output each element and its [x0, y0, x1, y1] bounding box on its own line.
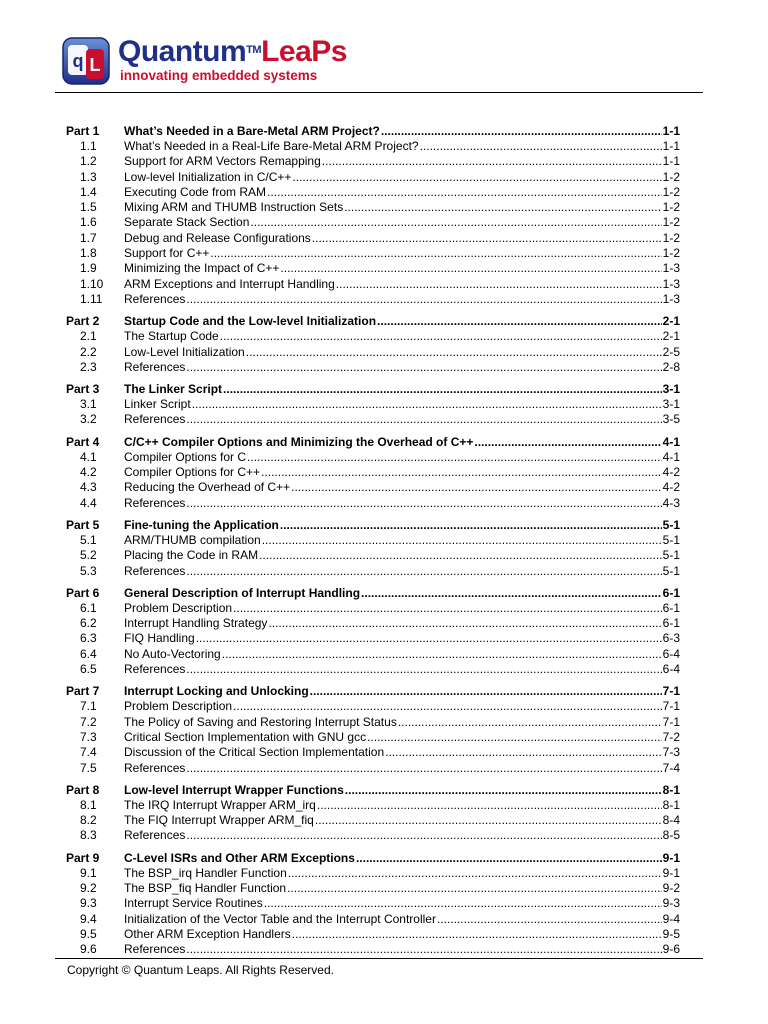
toc-leader-dots	[233, 699, 662, 714]
toc-entry-number: 2.1	[80, 329, 97, 344]
toc-entry-number: 8.3	[80, 828, 97, 843]
toc-entry-number: 1.7	[80, 230, 97, 245]
toc-entry-number: 1.9	[80, 261, 97, 276]
toc-entry-number: 1.10	[80, 276, 104, 291]
toc-part-title: Fine-tuning the Application	[124, 517, 279, 532]
brand-name	[118, 34, 347, 70]
toc-entry-row[interactable]	[66, 601, 680, 616]
toc-entry-title: Mixing ARM and THUMB Instruction Sets	[124, 200, 344, 215]
toc-entry-title: Interrupt Service Routines	[124, 896, 263, 911]
toc-part-number: Part 9	[66, 850, 100, 865]
toc-leader-dots	[246, 345, 662, 360]
toc-part-page: 1-1	[662, 124, 680, 138]
toc-entry-row[interactable]	[66, 533, 680, 548]
toc-entry-page: 9-3	[662, 896, 680, 911]
toc-entry-page: 6-4	[662, 662, 680, 677]
toc-entry-title: Critical Section Implementation with GNU gcc	[124, 729, 367, 744]
toc-entry-number: 7.1	[80, 699, 97, 714]
toc-part-number: Part 8	[66, 782, 100, 797]
toc-entry-page: 2-8	[662, 359, 680, 374]
toc-part-row[interactable]	[66, 850, 680, 866]
toc-leader-dots	[268, 616, 661, 631]
toc-entry-row[interactable]	[66, 647, 680, 662]
toc-entry-title: Other ARM Exception Handlers	[124, 926, 291, 941]
toc-entry-page: 1-2	[662, 230, 680, 245]
toc-entry-row[interactable]	[66, 480, 680, 495]
toc-entry-title: ARM Exceptions and Interrupt Handling	[124, 276, 335, 291]
toc-entry-number: 1.8	[80, 246, 97, 261]
toc-entry-page: 2-5	[662, 344, 680, 359]
toc-leader-dots	[287, 881, 662, 896]
toc-part-page: 8-1	[662, 782, 680, 797]
toc-entry-number: 5.2	[80, 548, 97, 563]
toc-entry-row[interactable]	[66, 745, 680, 760]
toc-entry-page: 7-1	[662, 714, 680, 729]
toc-entry-page: 5-1	[662, 563, 680, 578]
toc-leader-dots	[233, 601, 662, 616]
toc-entry-page: 9-5	[662, 926, 680, 941]
toc-entry-number: 1.3	[80, 169, 97, 184]
toc-leader-dots	[186, 828, 661, 843]
toc-entry-row[interactable]	[66, 730, 680, 745]
toc-entry-title: The IRQ Interrupt Wrapper ARM_irq	[124, 797, 316, 812]
toc-leader-dots	[210, 246, 661, 261]
toc-leader-dots	[315, 813, 662, 828]
toc-entry-row[interactable]	[66, 465, 680, 480]
toc-entry-row[interactable]	[66, 200, 680, 215]
toc-entry-row[interactable]	[66, 231, 680, 246]
toc-entry-page: 1-2	[662, 215, 680, 230]
toc-entry-title: Support for ARM Vectors Remapping	[124, 154, 321, 169]
toc-entry-page: 4-3	[662, 495, 680, 510]
toc-part-number: Part 6	[66, 585, 100, 600]
toc-entry-number: 2.3	[80, 359, 97, 374]
toc-entry-number: 6.5	[80, 662, 97, 677]
footer-divider	[55, 958, 703, 959]
toc-entry-row[interactable]	[66, 360, 680, 375]
toc-entry-number: 2.2	[80, 344, 97, 359]
toc-entry-page: 8-1	[662, 797, 680, 812]
brand-name-second: LeaPs	[261, 35, 347, 68]
toc-entry-page: 7-1	[662, 699, 680, 714]
toc-part-title: C-Level ISRs and Other ARM Exceptions	[124, 850, 355, 865]
toc-entry-row[interactable]	[66, 261, 680, 276]
toc-entry-title: The BSP_irq Handler Function	[124, 865, 287, 880]
toc-entry-row[interactable]	[66, 662, 680, 677]
toc-leader-dots	[437, 912, 662, 927]
toc-leader-dots	[291, 480, 662, 495]
toc-entry-page: 9-1	[662, 865, 680, 880]
toc-leader-dots	[192, 397, 662, 412]
footer-copyright: Copyright © Quantum Leaps. All Rights Reserved.	[67, 963, 334, 977]
toc-entry-number: 9.1	[80, 865, 97, 880]
toc-entry-page: 1-3	[662, 276, 680, 291]
toc-entry-number: 9.2	[80, 880, 97, 895]
svg-text:q: q	[72, 51, 84, 71]
toc-leader-dots	[222, 647, 662, 662]
toc-entry-row[interactable]	[66, 397, 680, 412]
toc-part-title: General Description of Interrupt Handling	[124, 585, 361, 600]
header-divider	[55, 92, 703, 93]
toc-entry-row[interactable]	[66, 798, 680, 813]
toc-entry-number: 3.2	[80, 412, 97, 427]
toc-entry-title: References	[124, 495, 186, 510]
toc-entry-page: 7-3	[662, 745, 680, 760]
toc-entry-title: No Auto-Vectoring	[124, 646, 221, 661]
toc-part-page: 4-1	[662, 434, 680, 449]
toc-entry-row[interactable]	[66, 813, 680, 828]
toc-part-title: The Linker Script	[124, 382, 223, 397]
toc-entry-number: 9.4	[80, 911, 97, 926]
toc-entry-title: Interrupt Handling Strategy	[124, 616, 268, 631]
toc-part-number: Part 5	[66, 517, 100, 532]
toc-leader-dots	[336, 277, 662, 292]
toc-leader-dots	[344, 200, 661, 215]
toc-entry-row[interactable]	[66, 412, 680, 427]
toc-entry-row[interactable]	[66, 896, 680, 911]
toc-leader-dots	[264, 896, 662, 911]
toc-part-row[interactable]	[66, 381, 680, 397]
toc-entry-title: Initialization of the Vector Table and the Interrupt Controller	[124, 911, 436, 926]
toc-leader-dots	[322, 154, 662, 169]
toc-entry-title: References	[124, 563, 186, 578]
toc-entry-title: The FIQ Interrupt Wrapper ARM_fiq	[124, 813, 314, 828]
svg-text:L: L	[89, 55, 101, 75]
toc-leader-dots	[381, 123, 662, 139]
toc-leader-dots	[186, 662, 661, 677]
toc-part-number: Part 2	[66, 314, 100, 329]
toc-entry-number: 8.1	[80, 797, 97, 812]
toc-entry-number: 5.1	[80, 532, 97, 547]
toc-entry-title: Placing the Code in RAM	[124, 548, 259, 563]
toc-entry-page: 3-1	[662, 397, 680, 412]
toc-entry-number: 1.4	[80, 184, 97, 199]
toc-part-title: Low-level Interrupt Wrapper Functions	[124, 782, 344, 797]
toc-entry-row[interactable]	[66, 496, 680, 511]
toc-leader-dots	[292, 927, 662, 942]
toc-leader-dots	[223, 381, 662, 397]
toc-entry-page: 4-2	[662, 465, 680, 480]
toc-entry-title: ARM/THUMB compilation	[124, 532, 261, 547]
toc-entry-title: Discussion of the Critical Section Implementation	[124, 745, 385, 760]
toc-leader-dots	[398, 715, 662, 730]
toc-entry-page: 1-2	[662, 184, 680, 199]
toc-part-page: 9-1	[662, 850, 680, 865]
toc-entry-number: 6.3	[80, 631, 97, 646]
toc-entry-title: The BSP_fiq Handler Function	[124, 880, 287, 895]
toc-entry-title: FIQ Handling	[124, 631, 195, 646]
toc-part-number: Part 3	[66, 382, 100, 397]
toc-entry-number: 8.2	[80, 813, 97, 828]
toc-leader-dots	[196, 631, 662, 646]
toc-part-number: Part 4	[66, 434, 100, 449]
toc-entry-title: References	[124, 760, 186, 775]
toc-leader-dots	[280, 517, 662, 533]
toc-entry-page: 1-2	[662, 200, 680, 215]
toc-leader-dots	[345, 782, 662, 798]
toc-entry-title: References	[124, 359, 186, 374]
toc-entry-page: 1-1	[662, 139, 680, 153]
toc-leader-dots	[310, 683, 662, 699]
toc-part-number: Part 7	[66, 684, 100, 699]
toc-entry-row[interactable]	[66, 277, 680, 292]
toc-entry-page: 1-2	[662, 246, 680, 261]
toc-entry-row[interactable]	[66, 912, 680, 927]
toc-entry-row[interactable]	[66, 215, 680, 230]
toc-entry-page: 8-5	[662, 828, 680, 843]
toc-leader-dots	[220, 329, 662, 344]
toc-leader-dots	[367, 730, 662, 745]
toc-entry-page: 8-4	[662, 813, 680, 828]
toc-entry-number: 6.4	[80, 646, 97, 661]
toc-leader-dots	[420, 139, 662, 154]
toc-entry-page: 5-1	[662, 548, 680, 563]
page-header	[0, 0, 768, 95]
toc-entry-title: Linker Script	[124, 397, 191, 412]
toc-entry-title: References	[124, 291, 186, 306]
toc-entry-row[interactable]	[66, 866, 680, 881]
toc-entry-title: Problem Description	[124, 600, 233, 615]
toc-part-page: 7-1	[662, 684, 680, 699]
toc-entry-row[interactable]	[66, 185, 680, 200]
toc-part-row[interactable]	[66, 585, 680, 601]
toc-entry-row[interactable]	[66, 564, 680, 579]
toc-leader-dots	[356, 850, 662, 866]
toc-entry-row[interactable]	[66, 828, 680, 843]
brand-tagline: innovating embedded systems	[120, 68, 318, 83]
toc-leader-dots	[186, 496, 661, 511]
toc-entry-page: 7-2	[662, 729, 680, 744]
toc-part-page: 6-1	[662, 585, 680, 600]
toc-entry-title: Compiler Options for C	[124, 449, 247, 464]
toc-entry-number: 4.3	[80, 480, 97, 495]
toc-leader-dots	[261, 465, 662, 480]
toc-entry-page: 7-4	[662, 760, 680, 775]
toc-entry-title: References	[124, 828, 186, 843]
toc-entry-page: 1-3	[662, 291, 680, 306]
toc-entry-title: Low-level Initialization in C/C++	[124, 169, 292, 184]
toc-part-row[interactable]	[66, 313, 680, 329]
toc-entry-title: Low-Level Initialization	[124, 344, 245, 359]
toc-part-page: 2-1	[662, 314, 680, 329]
toc-entry-title: Minimizing the Impact of C++	[124, 261, 280, 276]
toc-part-title: Startup Code and the Low-level Initialization	[124, 314, 377, 329]
toc-entry-number: 7.2	[80, 714, 97, 729]
toc-entry-number: 1.11	[80, 291, 103, 306]
toc-entry-row[interactable]	[66, 345, 680, 360]
toc-entry-number: 7.3	[80, 729, 97, 744]
toc-entry-number: 7.5	[80, 760, 97, 775]
toc-leader-dots	[186, 292, 661, 307]
toc-part-title: Interrupt Locking and Unlocking	[124, 684, 309, 699]
toc-entry-title: References	[124, 942, 186, 957]
toc-entry-row[interactable]	[66, 927, 680, 942]
toc-leader-dots	[280, 261, 661, 276]
toc-entry-number: 1.5	[80, 200, 97, 215]
toc-entry-row[interactable]	[66, 170, 680, 185]
toc-leader-dots	[377, 313, 662, 329]
toc-part-page: 3-1	[662, 382, 680, 397]
toc-leader-dots	[361, 585, 662, 601]
toc-entry-title: What’s Needed in a Real-Life Bare-Metal ARM Project?	[124, 139, 419, 153]
toc-entry-number: 1.6	[80, 215, 97, 230]
toc-entry-number: 6.2	[80, 616, 97, 631]
toc-leader-dots	[385, 745, 662, 760]
toc-entry-title: References	[124, 662, 186, 677]
toc-entry-number: 1.2	[80, 154, 97, 169]
toc-entry-title: Debug and Release Configurations	[124, 230, 311, 245]
toc-leader-dots	[186, 360, 661, 375]
toc-entry-title: Problem Description	[124, 699, 233, 714]
toc-entry-title: The Policy of Saving and Restoring Interrupt Status	[124, 714, 397, 729]
toc-entry-page: 9-6	[662, 942, 680, 957]
toc-leader-dots	[186, 412, 661, 427]
toc-entry-row[interactable]	[66, 450, 680, 465]
toc-entry-title: Executing Code from RAM	[124, 184, 267, 199]
toc-entry-row[interactable]	[66, 329, 680, 344]
toc-entry-page: 9-4	[662, 911, 680, 926]
toc-entry-row[interactable]	[66, 942, 680, 957]
toc-part-number: Part 1	[66, 124, 100, 138]
toc-entry-row[interactable]	[66, 631, 680, 646]
toc-entry-number: 6.1	[80, 600, 97, 615]
table-of-contents	[66, 123, 680, 957]
toc-entry-number: 4.4	[80, 495, 97, 510]
toc-entry-row[interactable]	[66, 616, 680, 631]
trademark: TM	[246, 44, 262, 56]
toc-entry-number: 9.6	[80, 942, 97, 957]
toc-leader-dots	[186, 942, 661, 957]
toc-entry-title: Reducing the Overhead of C++	[124, 480, 291, 495]
toc-entry-title: References	[124, 412, 186, 427]
brand-name-first: Quantum	[118, 35, 247, 68]
quantum-leaps-logo-icon	[62, 37, 110, 85]
toc-entry-page: 6-1	[662, 616, 680, 631]
toc-entry-page: 3-5	[662, 412, 680, 427]
toc-leader-dots	[262, 533, 662, 548]
toc-entry-page: 5-1	[662, 532, 680, 547]
toc-leader-dots	[312, 231, 662, 246]
toc-entry-page: 1-1	[662, 154, 680, 169]
toc-part-title: What’s Needed in a Bare-Metal ARM Project?	[124, 124, 380, 138]
toc-entry-row[interactable]	[66, 761, 680, 776]
toc-leader-dots	[250, 215, 661, 230]
toc-entry-page: 6-1	[662, 600, 680, 615]
toc-entry-row[interactable]	[66, 548, 680, 563]
toc-entry-number: 1.1	[80, 139, 97, 153]
toc-entry-number: 9.3	[80, 896, 97, 911]
toc-entry-number: 7.4	[80, 745, 97, 760]
toc-leader-dots	[267, 185, 662, 200]
toc-entry-page: 2-1	[662, 329, 680, 344]
toc-entry-number: 5.3	[80, 563, 97, 578]
toc-entry-title: The Startup Code	[124, 329, 219, 344]
toc-entry-page: 1-3	[662, 261, 680, 276]
toc-part-row[interactable]	[66, 123, 680, 139]
toc-entry-number: 4.2	[80, 465, 97, 480]
toc-entry-page: 1-2	[662, 169, 680, 184]
toc-entry-row[interactable]	[66, 246, 680, 261]
toc-entry-row[interactable]	[66, 139, 680, 154]
toc-entry-page: 9-2	[662, 880, 680, 895]
toc-entry-row[interactable]	[66, 292, 680, 307]
toc-entry-page: 6-4	[662, 646, 680, 661]
toc-leader-dots	[474, 434, 661, 450]
toc-entry-number: 9.5	[80, 926, 97, 941]
toc-entry-title: Separate Stack Section	[124, 215, 250, 230]
toc-entry-row[interactable]	[66, 881, 680, 896]
toc-part-row[interactable]	[66, 434, 680, 450]
toc-leader-dots	[186, 761, 661, 776]
toc-entry-row[interactable]	[66, 154, 680, 169]
toc-leader-dots	[317, 798, 662, 813]
toc-leader-dots	[288, 866, 662, 881]
toc-leader-dots	[186, 564, 661, 579]
toc-part-row[interactable]	[66, 782, 680, 798]
toc-entry-page: 4-2	[662, 480, 680, 495]
toc-part-title: C/C++ Compiler Options and Minimizing the Overhead of C++	[124, 434, 474, 449]
toc-entry-title: Support for C++	[124, 246, 210, 261]
toc-entry-number: 4.1	[80, 449, 97, 464]
toc-entry-row[interactable]	[66, 715, 680, 730]
toc-entry-title: Compiler Options for C++	[124, 465, 261, 480]
toc-entry-page: 4-1	[662, 449, 680, 464]
toc-part-row[interactable]	[66, 517, 680, 533]
toc-leader-dots	[259, 548, 662, 563]
toc-part-row[interactable]	[66, 683, 680, 699]
toc-entry-row[interactable]	[66, 699, 680, 714]
toc-entry-number: 3.1	[80, 397, 97, 412]
toc-entry-page: 6-3	[662, 631, 680, 646]
toc-part-page: 5-1	[662, 517, 680, 532]
toc-leader-dots	[247, 450, 662, 465]
toc-leader-dots	[292, 170, 661, 185]
